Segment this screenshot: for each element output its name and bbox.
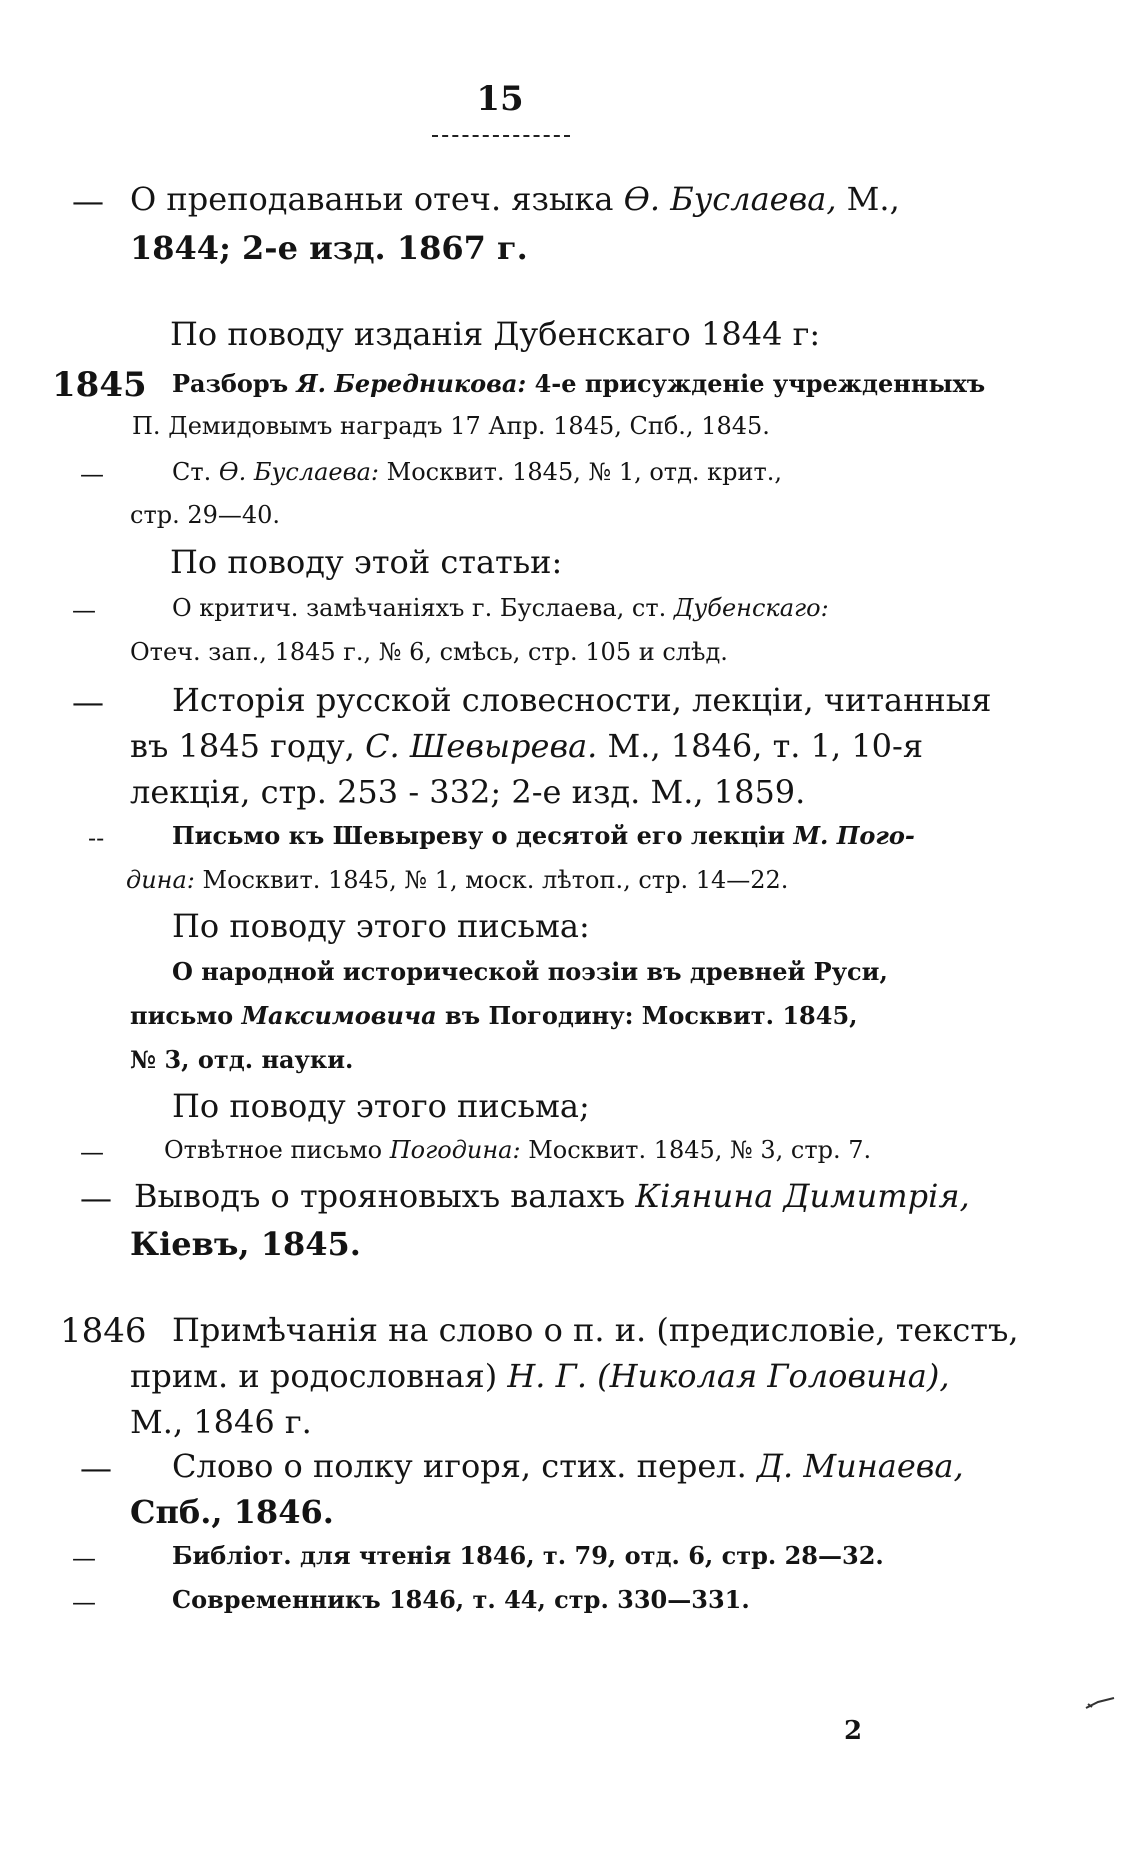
entry-text: Выводъ о трояновыхъ валахъ bbox=[134, 1177, 636, 1215]
entry-line-1: Современникъ 1846, т. 44, стр. 330—331. bbox=[172, 1585, 750, 1614]
section-heading: По поводу изданія Дубенскаго 1844 г: bbox=[170, 315, 821, 353]
entry-text: Москвит. 1845, № 1, моск. лѣтоп., стр. 14—22. bbox=[194, 866, 789, 894]
author-name: дина: bbox=[126, 866, 195, 894]
entry-text: въ 1845 году, bbox=[130, 727, 366, 765]
pen-mark-icon bbox=[1084, 1696, 1118, 1710]
section-heading: По поводу этого письма; bbox=[172, 1087, 590, 1125]
section-heading: По поводу этой статьи: bbox=[170, 543, 563, 581]
signature-mark: 2 bbox=[844, 1716, 863, 1746]
year-label: 1846 bbox=[60, 1311, 147, 1351]
entry-line-2 bbox=[126, 868, 788, 892]
entry-text: письмо bbox=[130, 1001, 242, 1030]
entry-line-1: Примѣчанія на слово о п. и. (предисловіе, текстъ, bbox=[172, 1311, 1019, 1349]
entry-dash: — bbox=[80, 460, 104, 488]
entry-line-3: № 3, отд. науки. bbox=[130, 1045, 354, 1074]
entry-dash: — bbox=[72, 596, 96, 624]
author-name: Кіянина Димитрія, bbox=[635, 1177, 970, 1215]
year-label: 1845 bbox=[52, 365, 147, 405]
page-number: 15 bbox=[476, 79, 524, 119]
entry-text: М., 1846, т. 1, 10-я bbox=[597, 727, 924, 765]
entry-line-1 bbox=[172, 596, 829, 620]
section-heading: По поводу этого письма: bbox=[172, 907, 590, 945]
author-name: Д. Минаева, bbox=[756, 1447, 964, 1485]
entry-line-3: лекція, стр. 253 - 332; 2-е изд. М., 1859. bbox=[130, 773, 806, 811]
entry-text: Отвѣтное письмо bbox=[164, 1136, 390, 1164]
entry-line-2 bbox=[130, 1001, 858, 1030]
entry-line-1 bbox=[134, 1177, 970, 1215]
entry-line-2: Кіевъ, 1845. bbox=[130, 1225, 361, 1263]
entry-text: въ Погодину: Москвит. 1845, bbox=[436, 1001, 858, 1030]
entry-line-1 bbox=[172, 369, 986, 398]
entry-line-1 bbox=[164, 1138, 871, 1162]
entry-line-2: Отеч. зап., 1845 г., № 6, смѣсь, стр. 105 и слѣд. bbox=[130, 638, 728, 666]
entry-text: М., bbox=[836, 180, 900, 218]
entry-text: 4-е присужденіе учрежденныхъ bbox=[526, 369, 986, 398]
entry-text: Письмо къ Шевыреву о десятой его лекціи bbox=[172, 821, 794, 850]
entry-dash: — bbox=[72, 1544, 96, 1572]
entry-line-2: Спб., 1846. bbox=[130, 1493, 334, 1531]
entry-line-2: П. Демидовымъ наградъ 17 Апр. 1845, Спб., 1845. bbox=[132, 412, 770, 440]
entry-line-2: 1844; 2-е изд. 1867 г. bbox=[130, 229, 528, 267]
author-name: Я. Бередникова: bbox=[296, 369, 527, 398]
entry-text: Москвит. 1845, № 3, стр. 7. bbox=[520, 1136, 872, 1164]
entry-line-1: О народной исторической поэзіи въ древней Руси, bbox=[172, 957, 888, 986]
entry-line-1: Исторія русской словесности, лекціи, читанныя bbox=[172, 681, 992, 719]
entry-dash: -- bbox=[88, 824, 105, 852]
entry-line-1 bbox=[172, 460, 782, 484]
entry-line-2: стр. 29—40. bbox=[130, 501, 281, 529]
entry-dash: — bbox=[72, 683, 104, 721]
entry-line-1 bbox=[172, 1447, 964, 1485]
entry-line-1 bbox=[130, 180, 900, 218]
author-name: Ѳ. Буслаева, bbox=[623, 180, 837, 218]
entry-text: Ст. bbox=[172, 458, 219, 486]
entry-text: О преподаваньи отеч. языка bbox=[130, 180, 624, 218]
entry-dash: — bbox=[80, 1138, 104, 1166]
entry-text: Слово о полку игоря, стих. перел. bbox=[172, 1447, 757, 1485]
entry-text: Москвит. 1845, № 1, отд. крит., bbox=[379, 458, 782, 486]
author-name: Дубенскаго: bbox=[673, 594, 829, 622]
entry-dash: — bbox=[72, 182, 104, 220]
entry-text: О критич. замѣчаніяхъ г. Буслаева, ст. bbox=[172, 594, 674, 622]
entry-dash: — bbox=[72, 1588, 96, 1616]
entry-text: Разборъ bbox=[172, 369, 297, 398]
author-name: Погодина: bbox=[389, 1136, 521, 1164]
author-name: М. Пого- bbox=[793, 821, 915, 850]
entry-line-1: Библіот. для чтенія 1846, т. 79, отд. 6, стр. 28—32. bbox=[172, 1541, 884, 1570]
entry-line-2 bbox=[130, 727, 924, 765]
entry-dash: — bbox=[80, 1449, 112, 1487]
author-name: Н. Г. (Николая Головина), bbox=[507, 1357, 950, 1395]
author-name: Максимовича bbox=[241, 1001, 437, 1030]
entry-dash: — bbox=[80, 1179, 112, 1217]
author-name: С. Шевырева. bbox=[365, 727, 598, 765]
entry-text: прим. и родословная) bbox=[130, 1357, 508, 1395]
entry-line-2 bbox=[130, 1357, 950, 1395]
entry-line-1 bbox=[172, 821, 915, 850]
author-name: Ѳ. Буслаева: bbox=[218, 458, 379, 486]
entry-line-3: М., 1846 г. bbox=[130, 1403, 312, 1441]
page-number-rule bbox=[432, 135, 570, 137]
